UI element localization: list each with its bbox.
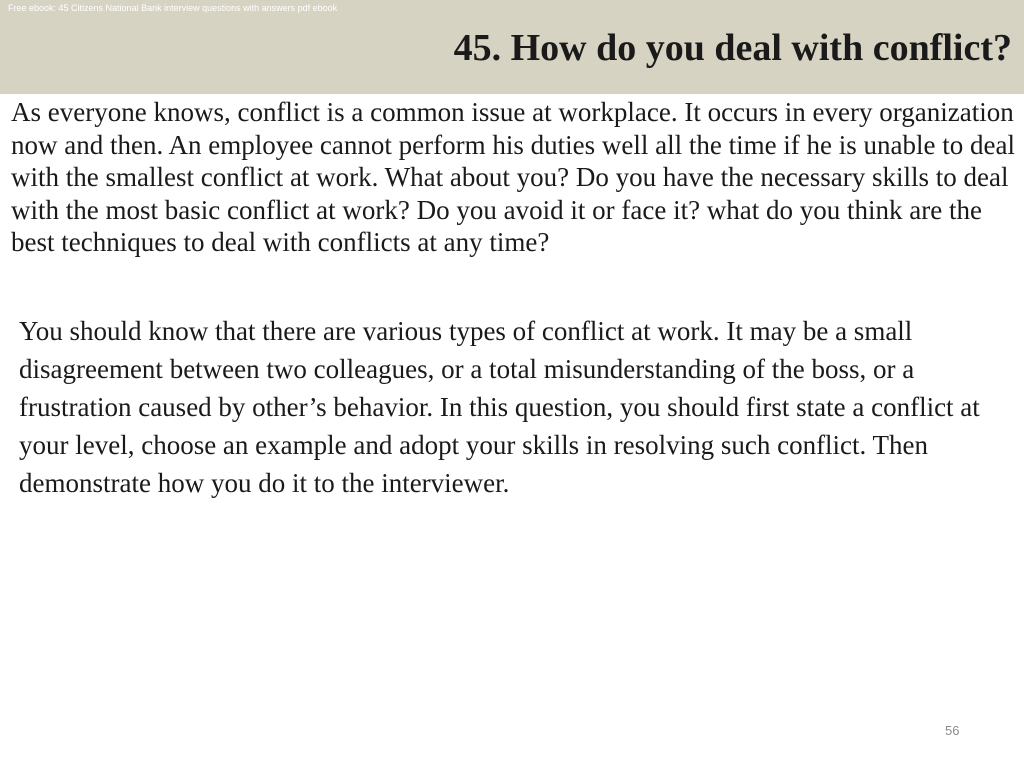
- answer-paragraph: You should know that there are various types of conflict at work. It may be a small disagreement between two colleagues, or a total misunderstanding of the boss, or a frustration caused by other’s behavior. In this question, you should first state a conflict at your level, choose an example and adopt your skills in resolving such conflict. Then demonstrate how you do it to the interviewer.: [19, 316, 980, 498]
- slide-title: 45. How do you deal with conflict?: [453, 27, 1012, 69]
- question-paragraph: As everyone knows, conflict is a common issue at workplace. It occurs in every organization now and then. An employee cannot perform his duties well all the time if he is unable to deal with the smallest conflict at work. What about you? Do you have the necessary skills to deal with the most basic conflict at work? Do you avoid it or face it? what do you think are the best techniques to deal with conflicts at any time?: [11, 97, 1015, 257]
- header-band: [0, 0, 1024, 94]
- watermark-text: Free ebook: 45 Citizens National Bank interview questions with answers pdf ebook: [8, 3, 338, 13]
- page-number: 56: [945, 723, 960, 738]
